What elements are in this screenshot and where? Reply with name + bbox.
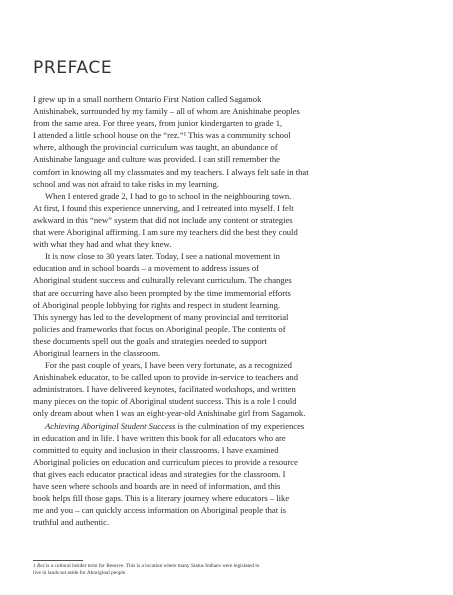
text-line: that gives each educator practical ideas and strategies for the classroom. I — [33, 468, 286, 479]
text-line: many pieces on the topic of Aboriginal student success. This is a role I could — [33, 396, 297, 407]
paragraph-3 — [33, 250, 423, 359]
text-line: where, although the provincial curriculum was taught, an abundance of — [33, 142, 278, 153]
text-line: This synergy has led to the development of many provincial and territorial — [33, 311, 289, 322]
text-line: Aboriginal learners in the classroom. — [33, 347, 161, 358]
page-title: PREFACE — [33, 58, 113, 78]
text-line: Aboriginal policies on education and curriculum pieces to provide a resource — [33, 456, 298, 467]
text-line: policies and frameworks that focus on Aboriginal people. The contents of — [33, 323, 286, 334]
text-line: these documents spell out the goals and strategies needed to support — [33, 335, 267, 346]
preface-body — [33, 93, 423, 528]
text-line: truthful and authentic. — [33, 517, 110, 528]
paragraph-1 — [33, 93, 423, 190]
footnote-line: live in lands set aside for Aboriginal people. — [33, 569, 127, 576]
text-line: have seen where schools and boards are in need of information, and this — [33, 481, 281, 491]
text-line: me and you – can quickly access information on Aboriginal people that is — [33, 505, 286, 516]
footnote-divider — [33, 560, 83, 561]
text-line: that are occurring have also been prompted by the time immemorial efforts — [33, 287, 291, 298]
text-line: Achieving Aboriginal Student Success is the culmination of my experiences — [45, 420, 305, 431]
text-line: I attended a little school house on the “rez.”¹ This was a community school — [33, 130, 291, 141]
text-line: with what they had and what they knew. — [33, 239, 172, 250]
text-line: Aboriginal student success and culturally relevant curriculum. The changes — [33, 275, 292, 286]
text-line: committed to equity and inclusion in their classrooms. I have examined — [33, 444, 279, 455]
text-line: When I entered grade 2, I had to go to school in the neighbouring town. — [45, 190, 292, 201]
paragraph-4 — [33, 359, 423, 419]
text-line: book helps fill those gaps. This is a literary journey where educators – like — [33, 493, 290, 504]
text-line: I grew up in a small northern Ontario First Nation called Sagamok — [33, 94, 262, 104]
text-line: school and was not afraid to take risks in my learning. — [33, 178, 219, 189]
paragraph-2 — [33, 190, 423, 250]
text-line: At first, I found this experience unnerving, and I retreated into myself. I felt — [33, 202, 294, 213]
paragraph-5 — [33, 420, 423, 529]
text-line: from the same area. For three years, from junior kindergarten to grade 1, — [33, 118, 283, 129]
text-line: in education and in life. I have written this book for all educators who are — [33, 432, 286, 443]
text-line: administrators. I have delivered keynotes, facilitated workshops, and written — [33, 384, 296, 395]
text-line: only dream about when I was an eight-year-old Anishinabe girl from Sagamok. — [33, 408, 306, 419]
footnote-line: 1 Rez is a cultural insider term for Reserve. This is a location where many Status Indians were legislated to — [33, 563, 260, 569]
footnote — [33, 563, 423, 577]
text-line: education and in school boards – a movement to address issues of — [33, 263, 260, 274]
text-line: comfort in knowing all my classmates and my teachers. I always felt safe in that — [33, 166, 309, 177]
text-line: For the past couple of years, I have been very fortunate, as a recognized — [45, 360, 292, 371]
text-line: Anishinabe language and culture was provided. I can still remember the — [33, 154, 280, 165]
text-line: awkward in this “new” system that did not include any content or strategies — [33, 214, 293, 225]
text-line: It is now close to 30 years later. Today, I see a national movement in — [45, 251, 280, 262]
text-line: of Aboriginal people lobbying for rights and respect in student learning. — [33, 299, 281, 310]
text-line: Anishinabek, surrounded by my family – all of whom are Anishinabe peoples — [33, 106, 300, 117]
text-line: that were Aboriginal affirming. I am sure my teachers did the best they could — [33, 227, 298, 238]
text-line: Anishinabek educator, to be called upon to provide in-service to teachers and — [33, 372, 299, 383]
